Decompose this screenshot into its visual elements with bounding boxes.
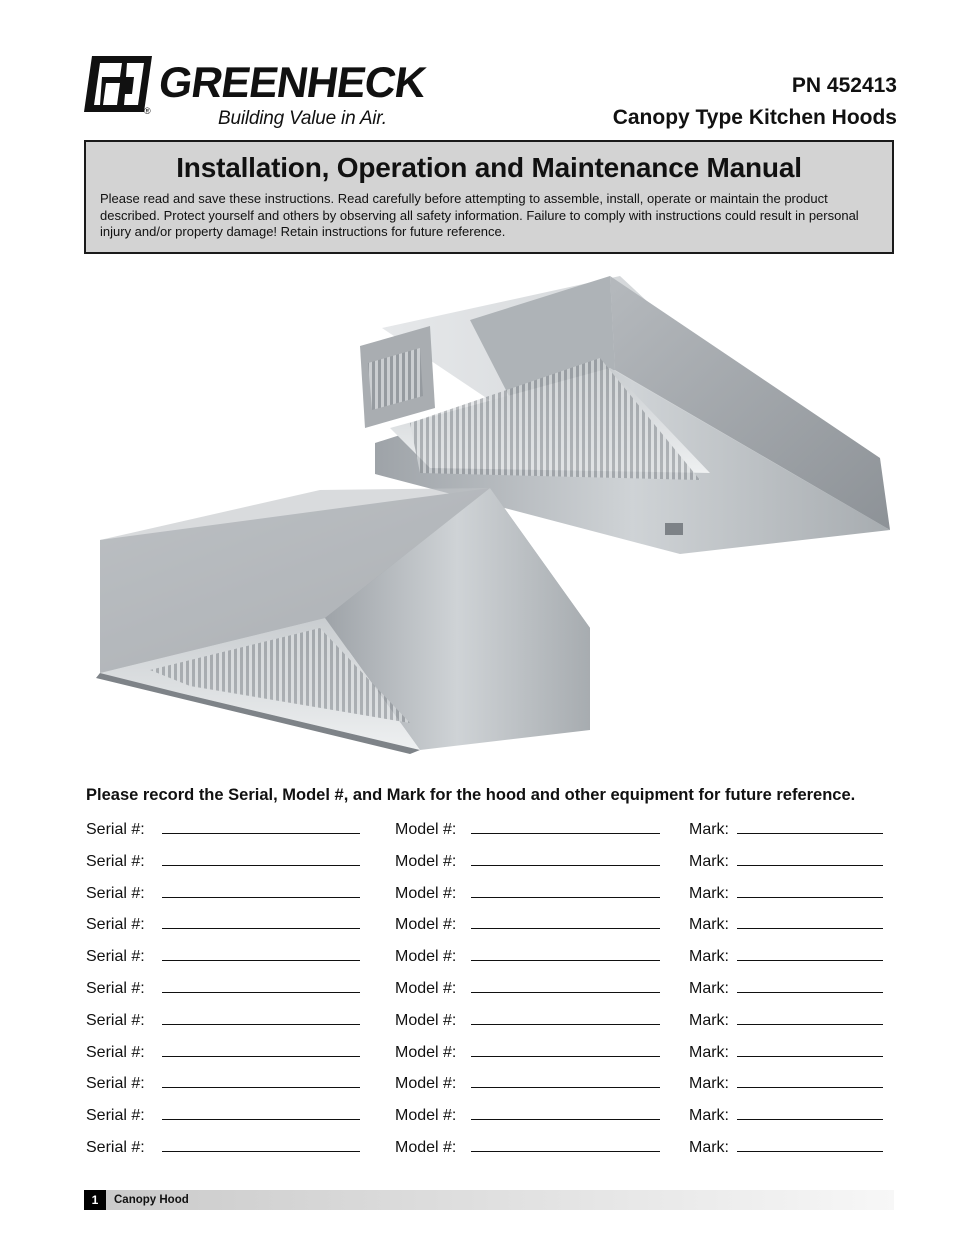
serial-entry: [86, 945, 360, 966]
model-blank-line[interactable]: [471, 1072, 660, 1088]
model-label: Model #:: [395, 1011, 457, 1029]
model-label: Model #:: [395, 821, 457, 838]
registered-mark: ®: [144, 106, 151, 116]
footer-section-label: Canopy Hood: [114, 1194, 189, 1206]
mark-entry: [689, 882, 883, 903]
mark-label: Mark:: [689, 916, 729, 934]
footer-bar: [84, 1190, 894, 1210]
mark-blank-line[interactable]: [737, 850, 883, 866]
record-row: [86, 1007, 896, 1039]
model-blank-line[interactable]: [471, 1009, 660, 1025]
serial-blank-line[interactable]: [162, 1136, 360, 1152]
manual-notice-text: Please read and save these instructions. Read carefully before attempting to assemble, install, operate or maintain the product described. Protect yourself and others by observing all safety information. Failure to comply with instructions could result in personal injury and/or property damage! Retain instructions for future reference.: [100, 191, 859, 239]
brand-name: GREENHECK: [155, 59, 429, 107]
mark-entry: [689, 818, 883, 839]
mark-label: Mark:: [689, 1107, 729, 1125]
serial-label: Serial #:: [86, 821, 145, 838]
record-row: [86, 1134, 896, 1166]
model-blank-line[interactable]: [471, 945, 660, 961]
manual-notice-box: [84, 140, 894, 254]
mark-label: Mark:: [689, 1011, 729, 1029]
mark-entry: [689, 977, 883, 998]
record-row: [86, 848, 896, 880]
model-entry: [395, 977, 660, 998]
mark-blank-line[interactable]: [737, 1104, 883, 1120]
model-label: Model #:: [395, 1043, 457, 1061]
mark-blank-line[interactable]: [737, 913, 883, 929]
record-row: [86, 880, 896, 912]
greenheck-logo-icon: [84, 56, 152, 112]
mark-label: Mark:: [689, 1075, 729, 1093]
serial-blank-line[interactable]: [162, 850, 360, 866]
mark-blank-line[interactable]: [737, 977, 883, 993]
record-row: [86, 1102, 896, 1134]
record-instructions: Please record the Serial, Model #, and Mark for the hood and other equipment for future reference.: [86, 786, 856, 804]
model-entry: [395, 1009, 660, 1030]
mark-blank-line[interactable]: [737, 818, 883, 834]
mark-entry: [689, 913, 883, 934]
serial-entry: [86, 882, 360, 903]
mark-label: Mark:: [689, 884, 729, 902]
serial-blank-line[interactable]: [162, 1009, 360, 1025]
model-blank-line[interactable]: [471, 850, 660, 866]
model-blank-line[interactable]: [471, 882, 660, 898]
record-row: [86, 911, 896, 943]
model-label: Model #:: [395, 884, 457, 902]
serial-entry: [86, 850, 360, 871]
serial-blank-line[interactable]: [162, 1072, 360, 1088]
mark-blank-line[interactable]: [737, 882, 883, 898]
mark-label: Mark:: [689, 1138, 729, 1156]
serial-entry: [86, 1104, 360, 1125]
mark-blank-line[interactable]: [737, 1009, 883, 1025]
record-table: [86, 816, 896, 1166]
model-entry: [395, 1041, 660, 1062]
serial-entry: [86, 1136, 360, 1157]
mark-blank-line[interactable]: [737, 945, 883, 961]
serial-label: Serial #:: [86, 884, 145, 902]
serial-entry: [86, 1009, 360, 1030]
mark-blank-line[interactable]: [737, 1136, 883, 1152]
mark-label: Mark:: [689, 852, 729, 870]
serial-entry: [86, 1072, 360, 1093]
mark-entry: [689, 1009, 883, 1030]
model-entry: [395, 850, 660, 871]
serial-blank-line[interactable]: [162, 1041, 360, 1057]
serial-entry: [86, 1041, 360, 1062]
brand-tagline: Building Value in Air.: [218, 108, 387, 129]
serial-blank-line[interactable]: [162, 882, 360, 898]
mark-blank-line[interactable]: [737, 1041, 883, 1057]
record-row: [86, 816, 896, 848]
serial-label: Serial #:: [86, 948, 145, 966]
serial-label: Serial #:: [86, 916, 145, 934]
serial-blank-line[interactable]: [162, 977, 360, 993]
model-entry: [395, 945, 660, 966]
model-blank-line[interactable]: [471, 818, 660, 834]
record-row: [86, 975, 896, 1007]
model-label: Model #:: [395, 948, 457, 966]
serial-entry: [86, 818, 360, 839]
canopy-hood-illustration: [90, 268, 900, 758]
mark-entry: [689, 1104, 883, 1125]
mark-label: Mark:: [689, 948, 729, 966]
manual-title: Installation, Operation and Maintenance Manual: [176, 152, 802, 183]
model-label: Model #:: [395, 1075, 457, 1093]
mark-entry: [689, 1041, 883, 1062]
model-blank-line[interactable]: [471, 977, 660, 993]
model-blank-line[interactable]: [471, 1104, 660, 1120]
greenheck-logo: [84, 56, 429, 136]
mark-blank-line[interactable]: [737, 1072, 883, 1088]
model-entry: [395, 882, 660, 903]
lower-hood: [96, 488, 590, 754]
mark-label: Mark:: [689, 979, 729, 997]
part-number: PN 452413: [791, 74, 897, 97]
serial-label: Serial #:: [86, 1011, 145, 1029]
model-blank-line[interactable]: [471, 1136, 660, 1152]
serial-label: Serial #:: [86, 852, 145, 870]
mark-entry: [689, 1136, 883, 1157]
mark-label: Mark:: [689, 1043, 729, 1061]
model-entry: [395, 1104, 660, 1125]
serial-blank-line[interactable]: [162, 913, 360, 929]
serial-label: Serial #:: [86, 979, 145, 997]
model-entry: [395, 1136, 660, 1157]
serial-label: Serial #:: [86, 1075, 145, 1093]
model-entry: [395, 1072, 660, 1093]
page-number: 1: [84, 1190, 106, 1210]
serial-blank-line[interactable]: [162, 945, 360, 961]
record-row: [86, 1070, 896, 1102]
serial-blank-line[interactable]: [162, 818, 360, 834]
model-blank-line[interactable]: [471, 1041, 660, 1057]
model-label: Model #:: [395, 979, 457, 997]
model-entry: [395, 913, 660, 934]
serial-label: Serial #:: [86, 1043, 145, 1061]
record-row: [86, 1039, 896, 1071]
serial-label: Serial #:: [86, 1107, 145, 1125]
serial-entry: [86, 977, 360, 998]
mark-entry: [689, 850, 883, 871]
model-label: Model #:: [395, 1107, 457, 1125]
mark-entry: [689, 1072, 883, 1093]
mark-label: Mark:: [689, 821, 729, 838]
serial-label: Serial #:: [86, 1138, 145, 1156]
document-title: Canopy Type Kitchen Hoods: [612, 106, 897, 129]
model-label: Model #:: [395, 852, 457, 870]
serial-entry: [86, 913, 360, 934]
model-label: Model #:: [395, 916, 457, 934]
serial-blank-line[interactable]: [162, 1104, 360, 1120]
mark-entry: [689, 945, 883, 966]
model-label: Model #:: [395, 1138, 457, 1156]
model-blank-line[interactable]: [471, 913, 660, 929]
record-row: [86, 943, 896, 975]
model-entry: [395, 818, 660, 839]
